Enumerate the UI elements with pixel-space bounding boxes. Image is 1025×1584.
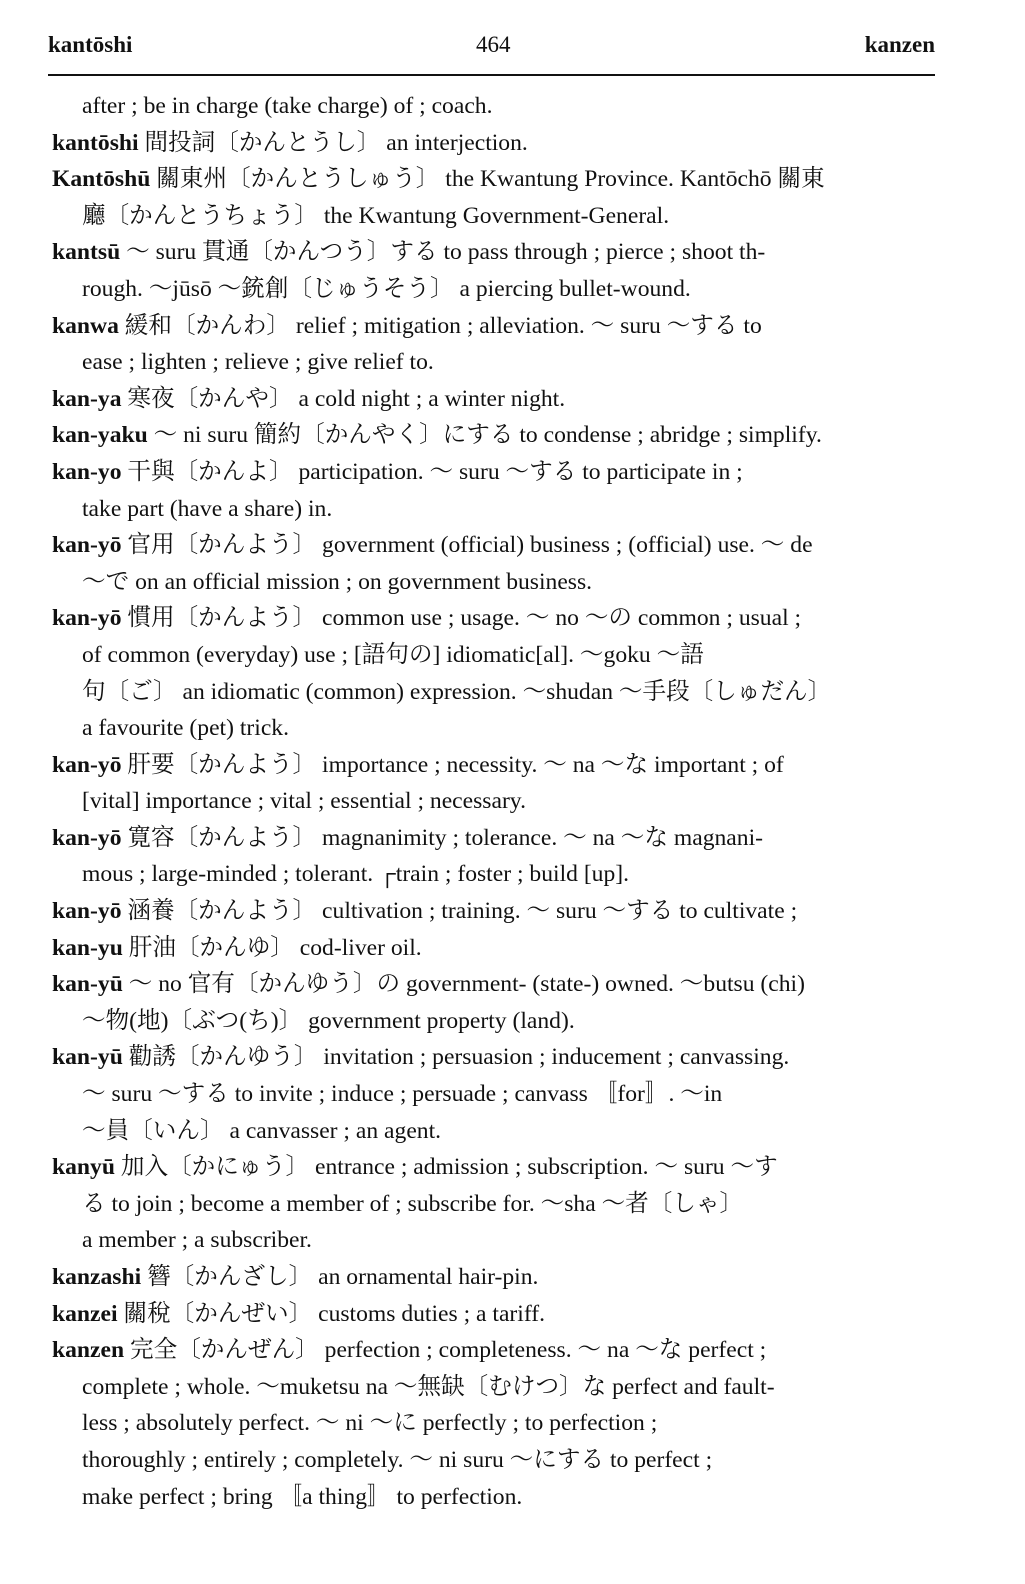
entry-headword: Kantōshū bbox=[52, 166, 151, 193]
entry-headword: kan-yō bbox=[52, 605, 122, 632]
entry-headword: kan-yu bbox=[52, 934, 123, 961]
entry-line bbox=[52, 1149, 942, 1186]
entry-continuation-line bbox=[52, 1076, 942, 1113]
entry-continuation-line bbox=[52, 1113, 942, 1150]
entry-headword: kantsū bbox=[52, 239, 121, 266]
entry-headword: kan-yū bbox=[52, 971, 123, 998]
entry-continuation-line bbox=[52, 88, 942, 125]
entry-line bbox=[52, 417, 942, 454]
running-header bbox=[48, 30, 935, 76]
entry-continuation-line bbox=[52, 344, 942, 381]
entry-continuation-line bbox=[52, 710, 942, 747]
entry-continuation-line bbox=[52, 271, 942, 308]
entry-text: ～ suru 貫通〔かんつう〕する to pass through ; pierce ; shoot th- bbox=[120, 239, 766, 266]
entry-headword: kan-yo bbox=[52, 458, 122, 485]
entry-continuation-line bbox=[52, 1186, 942, 1223]
entry-text: 勸誘〔かんゆう〕 invitation ; persuasion ; inducement ; canvassing. bbox=[122, 1044, 790, 1071]
entry-text: 緩和〔かんわ〕 relief ; mitigation ; alleviation. ～ suru ～する to bbox=[118, 312, 762, 339]
entry-line bbox=[52, 966, 942, 1003]
entry-text: 寒夜〔かんや〕 a cold night ; a winter night. bbox=[121, 385, 566, 412]
entry-text: 間投詞〔かんとうし〕 an interjection. bbox=[138, 129, 528, 156]
entry-headword: kanzashi bbox=[52, 1264, 142, 1290]
entry-headword: kan-yō bbox=[52, 824, 122, 851]
entry-text: complete ; whole. ～muketsu na ～無缺〔むけつ〕な perfect and fault- bbox=[82, 1373, 775, 1400]
entry-text: 廳〔かんとうちょう〕 the Kwantung Government-General. bbox=[82, 202, 670, 229]
entry-line bbox=[52, 125, 942, 162]
entry-line bbox=[52, 381, 942, 418]
entry-continuation-line bbox=[52, 1222, 942, 1259]
entry-line bbox=[52, 1332, 942, 1369]
entry-headword: kan-yō bbox=[52, 532, 122, 559]
entry-text: 肝要〔かんよう〕 importance ; necessity. ～ na ～な important ; of bbox=[121, 751, 784, 778]
entry-line bbox=[52, 308, 942, 345]
entry-headword: kanyū bbox=[52, 1154, 115, 1181]
entry-headword: kan-yō bbox=[52, 898, 122, 925]
entry-text: of common (everyday) use ; [語句の] idiomatic[al]. ～goku ～語 bbox=[82, 641, 704, 668]
entry-line bbox=[52, 930, 942, 967]
entry-text: 慣用〔かんよう〕 common use ; usage. ～ no ～の common ; usual ; bbox=[121, 605, 802, 632]
entry-text: 寛容〔かんよう〕 magnanimity ; tolerance. ～ na ～な magnani- bbox=[121, 824, 763, 851]
entry-line bbox=[52, 161, 942, 198]
entry-headword: kantōshi bbox=[52, 129, 139, 156]
entry-continuation-line bbox=[52, 783, 942, 820]
entry-text: 句〔ご〕 an idiomatic (common) expression. ～shudan ～手段〔しゅだん〕 bbox=[82, 678, 832, 705]
entry-text: る to join ; become a member of ; subscribe for. ～sha ～者〔しゃ〕 bbox=[82, 1190, 744, 1217]
entry-headword: kan-yū bbox=[52, 1044, 123, 1071]
entry-text: 關稅〔かんぜい〕 customs duties ; a tariff. bbox=[117, 1300, 546, 1327]
entry-text: ease ; lighten ; relieve ; give relief to. bbox=[82, 349, 434, 376]
entry-text: 簪〔かんざし〕 an ornamental hair-pin. bbox=[141, 1264, 539, 1290]
dictionary-entries bbox=[52, 88, 942, 1515]
entry-headword: kanwa bbox=[52, 312, 119, 339]
entry-text: 肝油〔かんゆ〕 cod-liver oil. bbox=[122, 934, 422, 961]
entry-continuation-line bbox=[52, 1003, 942, 1040]
page-number: 464 bbox=[476, 32, 511, 57]
entry-text: 加入〔かにゅう〕 entrance ; admission ; subscription. ～ suru ～す bbox=[114, 1154, 778, 1181]
entry-text: ～員〔いん〕 a canvasser ; an agent. bbox=[82, 1117, 442, 1144]
entry-continuation-line bbox=[52, 637, 942, 674]
entry-text: mous ; large-minded ; tolerant. ┌train ; foster ; build [up]. bbox=[82, 861, 630, 888]
entry-text: ～で on an official mission ; on government business. bbox=[82, 568, 593, 595]
entry-text: after ; be in charge (take charge) of ; coach. bbox=[82, 93, 493, 119]
entry-continuation-line bbox=[52, 1369, 942, 1406]
entry-headword: kan-ya bbox=[52, 385, 122, 412]
entry-text: ～ no 官有〔かんゆう〕の government- (state-) owned. ～butsu (chi) bbox=[122, 971, 805, 998]
entry-continuation-line bbox=[52, 491, 942, 528]
entry-continuation-line bbox=[52, 674, 942, 711]
entry-headword: kan-yō bbox=[52, 751, 122, 778]
entry-line bbox=[52, 893, 942, 930]
header-left-guideword: kantōshi bbox=[48, 32, 133, 57]
entry-text: take part (have a share) in. bbox=[82, 495, 333, 522]
entry-text: 完全〔かんぜん〕 perfection ; completeness. ～ na ～な perfect ; bbox=[124, 1337, 767, 1364]
entry-line bbox=[52, 454, 942, 491]
entry-text: 關東州〔かんとうしゅう〕 the Kwantung Province. Kantōchō 關東 bbox=[150, 166, 825, 193]
entry-text: 官用〔かんよう〕 government (official) business ; (official) use. ～ de bbox=[121, 532, 813, 559]
entry-text: ～ ni suru 簡約〔かんやく〕にする to condense ; abridge ; simplify. bbox=[147, 422, 822, 449]
entry-headword: kanzei bbox=[52, 1300, 118, 1327]
entry-text: ～ suru ～する to invite ; induce ; persuade ; canvass 〚for〛. ～in bbox=[82, 1081, 723, 1108]
entry-line bbox=[52, 820, 942, 857]
entry-text: less ; absolutely perfect. ～ ni ～に perfectly ; to perfection ; bbox=[82, 1410, 658, 1437]
entry-continuation-line bbox=[52, 564, 942, 601]
entry-line bbox=[52, 1296, 942, 1333]
entry-line bbox=[52, 527, 942, 564]
entry-text: thoroughly ; entirely ; completely. ～ ni suru ～にする to perfect ; bbox=[82, 1446, 713, 1473]
entry-line bbox=[52, 747, 942, 784]
entry-text: rough. ～jūsō ～銃創〔じゅうそう〕 a piercing bullet-wound. bbox=[82, 275, 691, 302]
entry-line bbox=[52, 600, 942, 637]
entry-text: 干與〔かんよ〕 participation. ～ suru ～する to participate in ; bbox=[121, 458, 743, 485]
entry-line bbox=[52, 234, 942, 271]
entry-continuation-line bbox=[52, 1405, 942, 1442]
entry-text: a member ; a subscriber. bbox=[82, 1227, 312, 1254]
entry-text: make perfect ; bring 〚a thing〛 to perfection. bbox=[82, 1483, 523, 1510]
entry-text: 涵養〔かんよう〕 cultivation ; training. ～ suru ～する to cultivate ; bbox=[121, 898, 798, 925]
entry-line bbox=[52, 1039, 942, 1076]
entry-continuation-line bbox=[52, 198, 942, 235]
entry-continuation-line bbox=[52, 856, 942, 893]
entry-text: a favourite (pet) trick. bbox=[82, 715, 289, 742]
header-right-guideword: kanzen bbox=[864, 32, 935, 57]
entry-headword: kan-yaku bbox=[52, 422, 148, 449]
entry-text: ～物(地)〔ぶつ(ち)〕 government property (land). bbox=[82, 1007, 575, 1034]
entry-line bbox=[52, 1259, 942, 1296]
entry-continuation-line bbox=[52, 1442, 942, 1479]
entry-headword: kanzen bbox=[52, 1337, 125, 1364]
entry-text: [vital] importance ; vital ; essential ; necessary. bbox=[82, 788, 526, 815]
entry-continuation-line bbox=[52, 1479, 942, 1516]
